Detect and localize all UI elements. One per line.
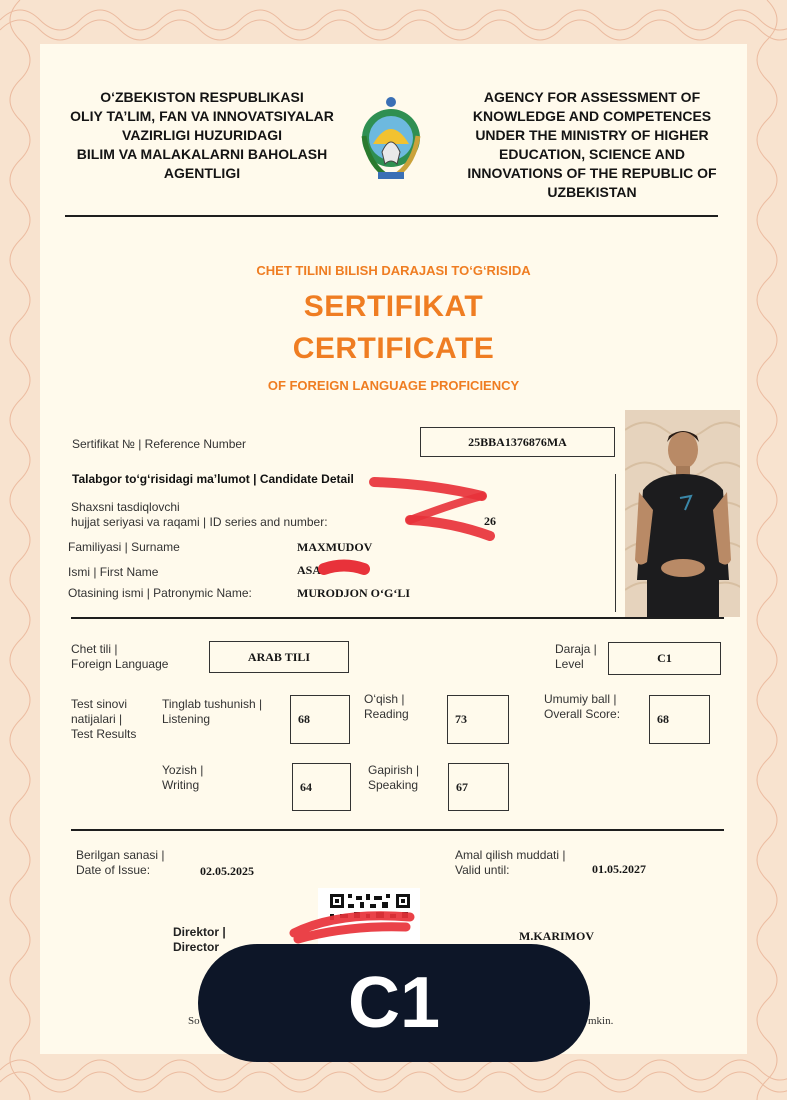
header-right-line: UNDER THE MINISTRY OF HIGHER: [475, 127, 709, 143]
id-number-value: 26: [484, 514, 496, 528]
director-name: M.KARIMOV: [519, 929, 594, 943]
listening-score: 68: [290, 695, 350, 744]
candidate-divider: [71, 617, 724, 619]
director-label: Direktor | Director: [173, 925, 226, 954]
header-right-text: [454, 88, 730, 202]
header-left-line: VAZIRLIGI HUZURIDAGI: [122, 127, 282, 143]
patronymic-value: MURODJON O‘G‘LI: [297, 586, 410, 600]
valid-until-value: 01.05.2027: [592, 862, 646, 876]
header-right-line: INNOVATIONS OF THE REPUBLIC OF: [467, 165, 717, 181]
header-left-text: [58, 88, 346, 183]
reading-label: O‘qish | Reading: [364, 692, 409, 721]
photo-frame-line: [615, 474, 616, 612]
footer-text-left: So: [188, 1015, 200, 1027]
certificate-title-uz: SERTIFIKAT: [303, 290, 484, 323]
issue-date-label: Berilgan sanasi | Date of Issue:: [76, 848, 165, 877]
certificate-title-en: CERTIFICATE: [292, 332, 495, 365]
header-left-line: AGENTLIGI: [163, 165, 241, 181]
candidate-heading: Talabgor to‘g‘risidagi ma’lumot | Candidate Detail: [72, 472, 354, 486]
overall-label: Umumiy ball | Overall Score:: [544, 692, 621, 721]
test-results-label: Test sinovi natijalari | Test Results: [71, 697, 137, 741]
certificate-subtitle-uz: CHET TILINI BILISH DARAJASI TO‘G‘RISIDA: [256, 263, 531, 278]
certificate-subtitle-en: OF FOREIGN LANGUAGE PROFICIENCY: [267, 378, 520, 393]
writing-score: 64: [292, 763, 351, 811]
header-divider: [65, 215, 718, 217]
level-value: C1: [608, 642, 721, 675]
header-left-line: BILIM VA MALAKALARNI BAHOLASH: [76, 146, 328, 162]
patronymic-label: Otasining ismi | Patronymic Name:: [68, 586, 252, 600]
surname-value: MAXMUDOV: [297, 540, 373, 554]
footer-text-right: mkin.: [588, 1015, 614, 1027]
firstname-redaction: [318, 558, 370, 580]
header-left-line: OLIY TA’LIM, FAN VA INNOVATSIYALAR: [70, 108, 334, 124]
header-right-line: EDUCATION, SCIENCE AND: [499, 146, 685, 162]
surname-label: Familiyasi | Surname: [68, 540, 180, 554]
reference-label: Sertifikat № | Reference Number: [72, 437, 247, 451]
speaking-label: Gapirish | Speaking: [368, 763, 420, 792]
level-label: Daraja | Level: [555, 642, 597, 671]
candidate-heading-redaction: [362, 470, 502, 545]
state-emblem-icon: [360, 92, 422, 184]
speaking-score: 67: [448, 763, 509, 811]
id-label: Shaxsni tasdiqlovchi hujjat seriyasi va raqami | ID series and number:: [71, 500, 328, 529]
header-left-line: O‘ZBEKISTON RESPUBLIKASI: [100, 89, 304, 105]
firstname-value: ASA: [297, 563, 322, 577]
overall-score: 68: [649, 695, 710, 744]
level-badge: C1: [198, 944, 590, 1062]
header-right-line: AGENCY FOR ASSESSMENT OF: [483, 89, 701, 105]
valid-until-label: Amal qilish muddati | Valid until:: [455, 848, 566, 877]
header-right-line: KNOWLEDGE AND COMPETENCES: [472, 108, 712, 124]
header-right-line: UZBEKISTAN: [547, 184, 637, 200]
reference-number: 25BBA1376876MA: [420, 427, 615, 457]
listening-label: Tinglab tushunish | Listening: [162, 697, 263, 726]
results-divider: [71, 829, 724, 831]
reading-score: 73: [447, 695, 509, 744]
signature-redaction: [288, 905, 418, 945]
writing-label: Yozish | Writing: [162, 763, 204, 792]
language-value: ARAB TILI: [209, 641, 349, 673]
language-label: Chet tili | Foreign Language: [71, 642, 169, 671]
issue-date-value: 02.05.2025: [200, 864, 254, 878]
candidate-photo: [625, 410, 740, 617]
firstname-label: Ismi | First Name: [68, 565, 159, 579]
